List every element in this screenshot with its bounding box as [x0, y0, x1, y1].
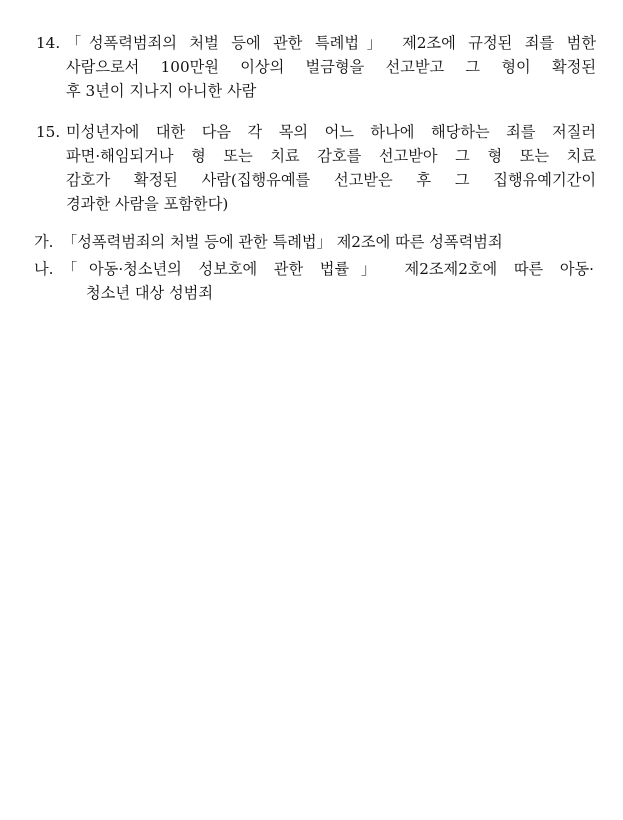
- sub-item-text: [62, 257, 594, 305]
- sub-item-ga: [34, 230, 594, 254]
- text-line: 「성폭력범죄의 처벌 등에 관한 특례법」 제2조에 규정된 죄를 범한: [66, 34, 596, 52]
- text-line: 「성폭력범죄의 처벌 등에 관한 특례법」 제2조에 따른 성폭력범죄: [62, 233, 503, 251]
- sub-item-text: [62, 230, 594, 254]
- text-line: 청소년 대상 성범죄: [86, 284, 214, 302]
- item-number: 15.: [36, 123, 61, 141]
- item-number: 14.: [36, 34, 61, 52]
- sub-item-marker: 나.: [34, 260, 54, 278]
- sub-item-marker: 가.: [34, 233, 54, 251]
- item-text: [66, 120, 596, 216]
- list-item-15: [36, 120, 596, 216]
- text-line: 경과한 사람을 포함한다): [66, 195, 229, 213]
- text-line: 파면·해임되거나 형 또는 치료 감호를 선고받아 그 형 또는 치료: [66, 147, 596, 165]
- item-text: [66, 31, 596, 103]
- text-line: 후 3년이 지나지 아니한 사람: [66, 82, 257, 100]
- text-line: 「아동·청소년의 성보호에 관한 법률」 제2조제2호에 따른 아동·: [62, 260, 594, 278]
- text-line: 감호가 확정된 사람(집행유예를 선고받은 후 그 집행유예기간이: [66, 171, 596, 189]
- text-line: 미성년자에 대한 다음 각 목의 어느 하나에 해당하는 죄를 저질러: [66, 123, 596, 141]
- sub-item-na: [34, 257, 594, 305]
- text-line: 사람으로서 100만원 이상의 벌금형을 선고받고 그 형이 확정된: [66, 58, 596, 76]
- list-item-14: [36, 31, 596, 103]
